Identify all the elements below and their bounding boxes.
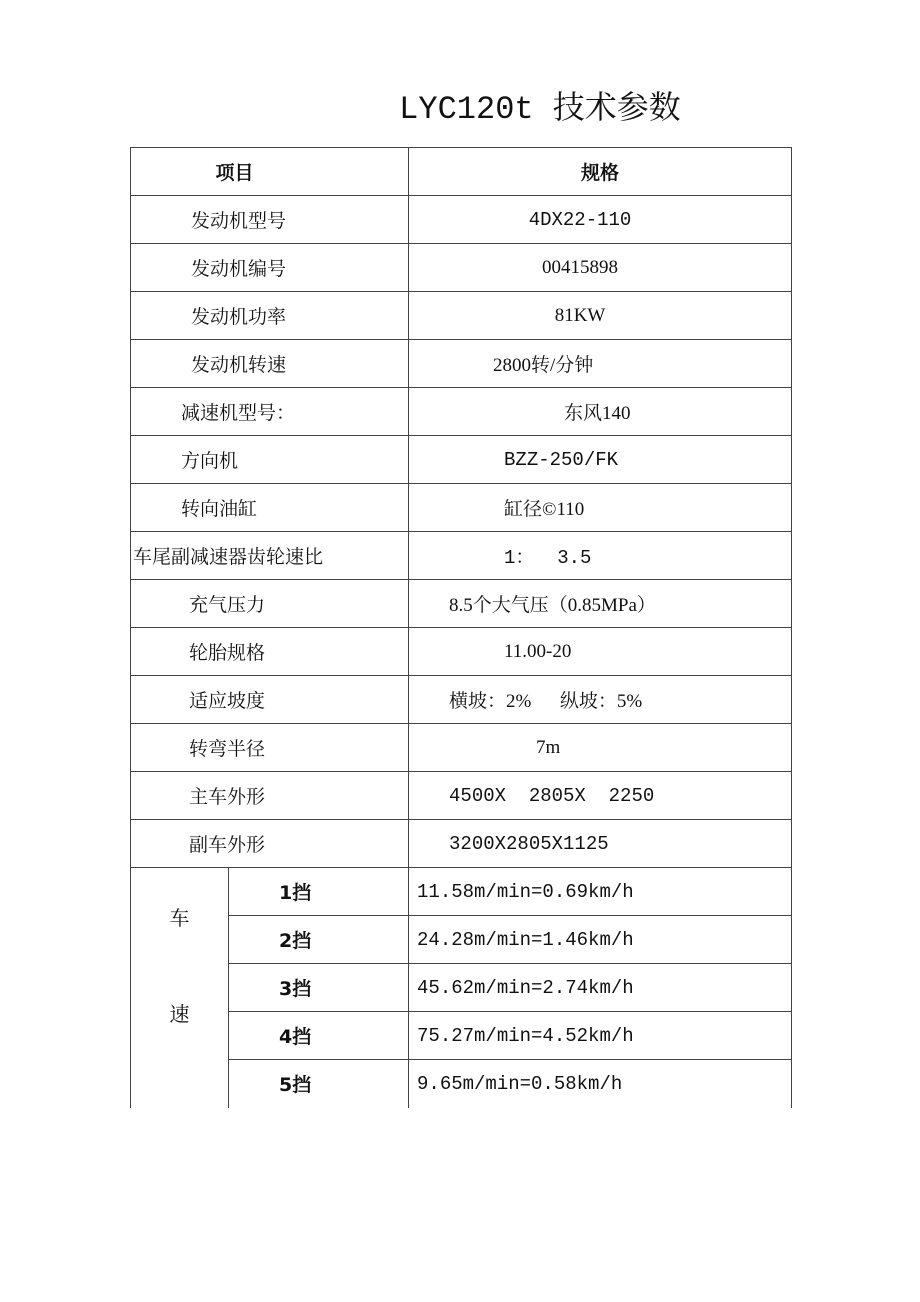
gear-label: 5挡 xyxy=(229,1060,409,1108)
table-row xyxy=(131,820,792,868)
row-value: 2800转/分钟 xyxy=(409,340,792,388)
table-row xyxy=(131,772,792,820)
table-row xyxy=(131,484,792,532)
gear-value: 11.58m/min=0.69km/h xyxy=(409,868,792,916)
row-label: 发动机转速 xyxy=(131,340,409,388)
row-value: 1： 3.5 xyxy=(409,532,792,580)
row-value: 横坡：2% 纵坡：5% xyxy=(409,676,792,724)
row-label: 主车外形 xyxy=(131,772,409,820)
table-row xyxy=(131,724,792,772)
table-row xyxy=(131,1060,792,1108)
spec-table xyxy=(130,147,792,1108)
row-value: 11.00-20 xyxy=(409,628,792,676)
table-row xyxy=(131,964,792,1012)
table-row xyxy=(131,532,792,580)
gear-value: 75.27m/min=4.52km/h xyxy=(409,1012,792,1060)
gear-label: 3挡 xyxy=(229,964,409,1012)
table-row xyxy=(131,292,792,340)
table-row xyxy=(131,436,792,484)
row-value: 8.5个大气压（0.85MPa） xyxy=(409,580,792,628)
row-label: 副车外形 xyxy=(131,820,409,868)
row-label: 轮胎规格 xyxy=(131,628,409,676)
row-value: 4500X 2805X 2250 xyxy=(409,772,792,820)
row-label: 车尾副减速器齿轮速比 xyxy=(131,532,409,580)
row-value: 3200X2805X1125 xyxy=(409,820,792,868)
row-label: 方向机 xyxy=(131,436,409,484)
table-row xyxy=(131,1012,792,1060)
row-label: 转向油缸 xyxy=(131,484,409,532)
row-label: 充气压力 xyxy=(131,580,409,628)
row-label: 减速机型号： xyxy=(131,388,409,436)
table-row xyxy=(131,388,792,436)
speed-group-cell xyxy=(131,868,229,1108)
table-row xyxy=(131,676,792,724)
gear-label: 4挡 xyxy=(229,1012,409,1060)
table-row xyxy=(131,628,792,676)
row-label: 适应坡度 xyxy=(131,676,409,724)
table-row xyxy=(131,868,792,916)
row-value: 7m xyxy=(409,724,792,772)
row-value: 缸径©110 xyxy=(409,484,792,532)
table-header-row xyxy=(131,148,792,196)
row-label: 发动机编号 xyxy=(131,244,409,292)
speed-group-label-1: 车 xyxy=(169,906,190,930)
table-row xyxy=(131,580,792,628)
table-row xyxy=(131,244,792,292)
table-row xyxy=(131,196,792,244)
table-row xyxy=(131,340,792,388)
gear-value: 24.28m/min=1.46km/h xyxy=(409,916,792,964)
row-value: BZZ-250/FK xyxy=(409,436,792,484)
gear-value: 45.62m/min=2.74km/h xyxy=(409,964,792,1012)
row-label: 转弯半径 xyxy=(131,724,409,772)
gear-label: 2挡 xyxy=(229,916,409,964)
gear-value: 9.65m/min=0.58km/h xyxy=(409,1060,792,1108)
header-item: 项目 xyxy=(131,148,409,196)
row-value: 81KW xyxy=(409,292,792,340)
row-label: 发动机功率 xyxy=(131,292,409,340)
row-label: 发动机型号 xyxy=(131,196,409,244)
row-value: 00415898 xyxy=(409,244,792,292)
table-row xyxy=(131,916,792,964)
gear-label: 1挡 xyxy=(229,868,409,916)
header-spec: 规格 xyxy=(409,148,792,196)
speed-group-label-2: 速 xyxy=(169,1002,190,1026)
page-title: LYC120t 技术参数 xyxy=(399,91,681,128)
row-value: 东风140 xyxy=(409,388,792,436)
row-value: 4DX22-110 xyxy=(409,196,792,244)
